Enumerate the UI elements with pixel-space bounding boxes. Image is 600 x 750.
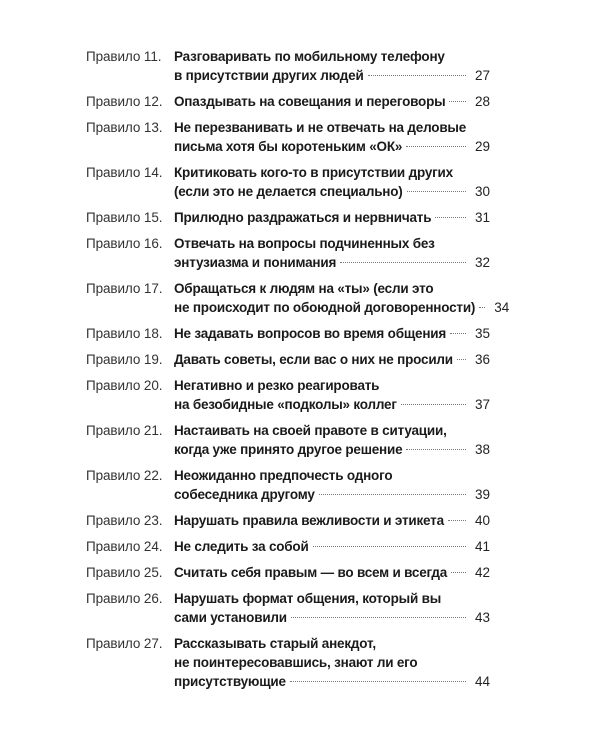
rule-title xyxy=(174,208,490,227)
rule-label: Правило 23. xyxy=(86,513,163,528)
rule-label: Правило 20. xyxy=(86,378,163,393)
rule-title-line: Неожиданно предпочесть одного xyxy=(174,468,393,483)
rule-title xyxy=(174,234,490,272)
rule-label: Правило 15. xyxy=(86,210,163,225)
rule-title-line: Давать советы, если вас о них не просили xyxy=(174,352,453,367)
rule-title xyxy=(174,589,490,627)
rule-title-line: в присутствии других людей xyxy=(174,68,364,83)
rule-title-line: письма хотя бы коротеньким «ОК» xyxy=(174,139,403,154)
rule-title-line: Рассказывать старый анекдот, xyxy=(174,636,376,651)
rule-label: Правило 17. xyxy=(86,281,163,296)
toc-entry xyxy=(0,563,600,582)
rule-label: Правило 27. xyxy=(86,636,163,651)
toc-entry xyxy=(0,466,600,504)
rule-label: Правило 18. xyxy=(86,326,163,341)
rule-title-last-line xyxy=(174,537,490,556)
page-number: 40 xyxy=(474,513,490,528)
page-number: 31 xyxy=(474,210,490,225)
page-number: 29 xyxy=(474,139,490,154)
rule-title xyxy=(174,92,490,111)
dot-leader xyxy=(407,191,466,192)
rule-title xyxy=(174,350,490,369)
toc-entry xyxy=(0,421,600,459)
rule-title-line: Прилюдно раздражаться и нервничать xyxy=(174,210,432,225)
dot-leader xyxy=(435,217,466,218)
rule-title-line: Не перезванивать и не отвечать на деловые xyxy=(174,120,467,135)
toc-entry xyxy=(0,634,600,691)
rule-title xyxy=(174,537,490,556)
page-number: 38 xyxy=(474,442,490,457)
rule-title xyxy=(174,279,510,317)
rule-label: Правило 11. xyxy=(86,49,162,64)
page-number: 44 xyxy=(474,674,490,689)
page-number: 34 xyxy=(494,300,510,315)
rule-label: Правило 24. xyxy=(86,539,163,554)
rule-title-last-line xyxy=(174,182,490,201)
rule-title-line: Считать себя правым — во всем и всегда xyxy=(174,565,448,580)
rule-label: Правило 22. xyxy=(86,468,163,483)
dot-leader xyxy=(406,146,466,147)
rule-title-last-line xyxy=(174,395,490,414)
toc-entry xyxy=(0,118,600,156)
page-number: 41 xyxy=(474,539,490,554)
dot-leader xyxy=(448,520,466,521)
rule-title-last-line xyxy=(174,350,490,369)
rule-title-last-line xyxy=(174,208,490,227)
page-number: 28 xyxy=(474,94,490,109)
rule-title-line: Отвечать на вопросы подчиненных без xyxy=(174,236,435,251)
toc-entry xyxy=(0,92,600,111)
rule-title-line: Опаздывать на совещания и переговоры xyxy=(174,94,446,109)
dot-leader xyxy=(406,449,466,450)
dot-leader xyxy=(451,572,466,573)
dot-leader xyxy=(479,307,485,308)
rule-title-last-line xyxy=(174,92,490,111)
toc-entry xyxy=(0,279,600,317)
rule-title-line: не поинтересовавшись, знают ли его xyxy=(174,655,418,670)
dot-leader xyxy=(368,75,466,76)
toc-entry xyxy=(0,376,600,414)
rule-title xyxy=(174,47,490,85)
dot-leader xyxy=(340,262,466,263)
toc-entry xyxy=(0,47,600,85)
rule-title xyxy=(174,163,490,201)
rule-title-line: когда уже принято другое решение xyxy=(174,442,403,457)
rule-title-last-line xyxy=(174,253,490,272)
page-number: 43 xyxy=(474,610,490,625)
page-number: 39 xyxy=(474,487,490,502)
dot-leader xyxy=(290,681,466,682)
rule-title-last-line xyxy=(174,608,490,627)
dot-leader xyxy=(450,333,466,334)
rule-title-line: на безобидные «подколы» коллег xyxy=(174,397,397,412)
toc-entry xyxy=(0,324,600,343)
rule-title-last-line xyxy=(174,511,490,530)
rule-title-last-line xyxy=(174,440,490,459)
rule-title-line: Нарушать правила вежливости и этикета xyxy=(174,513,444,528)
rule-title-line: Разговаривать по мобильному телефону xyxy=(174,49,445,64)
rule-title xyxy=(174,421,490,459)
toc-entry xyxy=(0,234,600,272)
rule-title xyxy=(174,511,490,530)
rule-title-last-line xyxy=(174,672,490,691)
toc-entry xyxy=(0,589,600,627)
rule-label: Правило 13. xyxy=(86,120,163,135)
page-number: 30 xyxy=(474,184,490,199)
toc-entry xyxy=(0,350,600,369)
toc-entry xyxy=(0,511,600,530)
rule-title-last-line xyxy=(174,485,490,504)
dot-leader xyxy=(319,494,466,495)
rule-title-line: Настаивать на своей правоте в ситуации, xyxy=(174,423,447,438)
rule-title-last-line xyxy=(174,324,490,343)
table-of-contents xyxy=(0,47,600,698)
rule-title xyxy=(174,634,490,691)
rule-label: Правило 21. xyxy=(86,423,163,438)
rule-title-line: Критиковать кого-то в присутствии других xyxy=(174,165,453,180)
dot-leader xyxy=(457,359,466,360)
rule-title-line: Негативно и резко реагировать xyxy=(174,378,380,393)
rule-label: Правило 14. xyxy=(86,165,163,180)
rule-label: Правило 16. xyxy=(86,236,163,251)
rule-title-line: Нарушать формат общения, который вы xyxy=(174,591,442,606)
toc-entry xyxy=(0,537,600,556)
rule-title-last-line xyxy=(174,298,510,317)
rule-title-line: Не следить за собой xyxy=(174,539,309,554)
rule-title-line: (если это не делается специально) xyxy=(174,184,403,199)
rule-title xyxy=(174,118,490,156)
rule-title xyxy=(174,466,490,504)
rule-title xyxy=(174,376,490,414)
page-number: 27 xyxy=(474,68,490,83)
dot-leader xyxy=(401,404,466,405)
toc-entry xyxy=(0,163,600,201)
rule-label: Правило 12. xyxy=(86,94,163,109)
rule-title-line: присутствующие xyxy=(174,674,286,689)
rule-label: Правило 25. xyxy=(86,565,163,580)
rule-label: Правило 26. xyxy=(86,591,163,606)
rule-label: Правило 19. xyxy=(86,352,163,367)
rule-title-last-line xyxy=(174,66,490,85)
rule-title-last-line xyxy=(174,563,490,582)
rule-title xyxy=(174,324,490,343)
page-number: 32 xyxy=(474,255,490,270)
page-number: 42 xyxy=(474,565,490,580)
toc-entry xyxy=(0,208,600,227)
page-number: 37 xyxy=(474,397,490,412)
rule-title-line: сами установили xyxy=(174,610,287,625)
page-number: 35 xyxy=(474,326,490,341)
dot-leader xyxy=(449,101,466,102)
rule-title-line: энтузиазма и понимания xyxy=(174,255,337,270)
rule-title-line: собеседника другому xyxy=(174,487,315,502)
rule-title-last-line xyxy=(174,137,490,156)
dot-leader xyxy=(291,617,466,618)
dot-leader xyxy=(313,546,466,547)
page-number: 36 xyxy=(474,352,490,367)
rule-title-line: Не задавать вопросов во время общения xyxy=(174,326,447,341)
rule-title-line: не происходит по обоюдной договоренности) xyxy=(174,300,476,315)
rule-title xyxy=(174,563,490,582)
rule-title-line: Обращаться к людям на «ты» (если это xyxy=(174,281,434,296)
